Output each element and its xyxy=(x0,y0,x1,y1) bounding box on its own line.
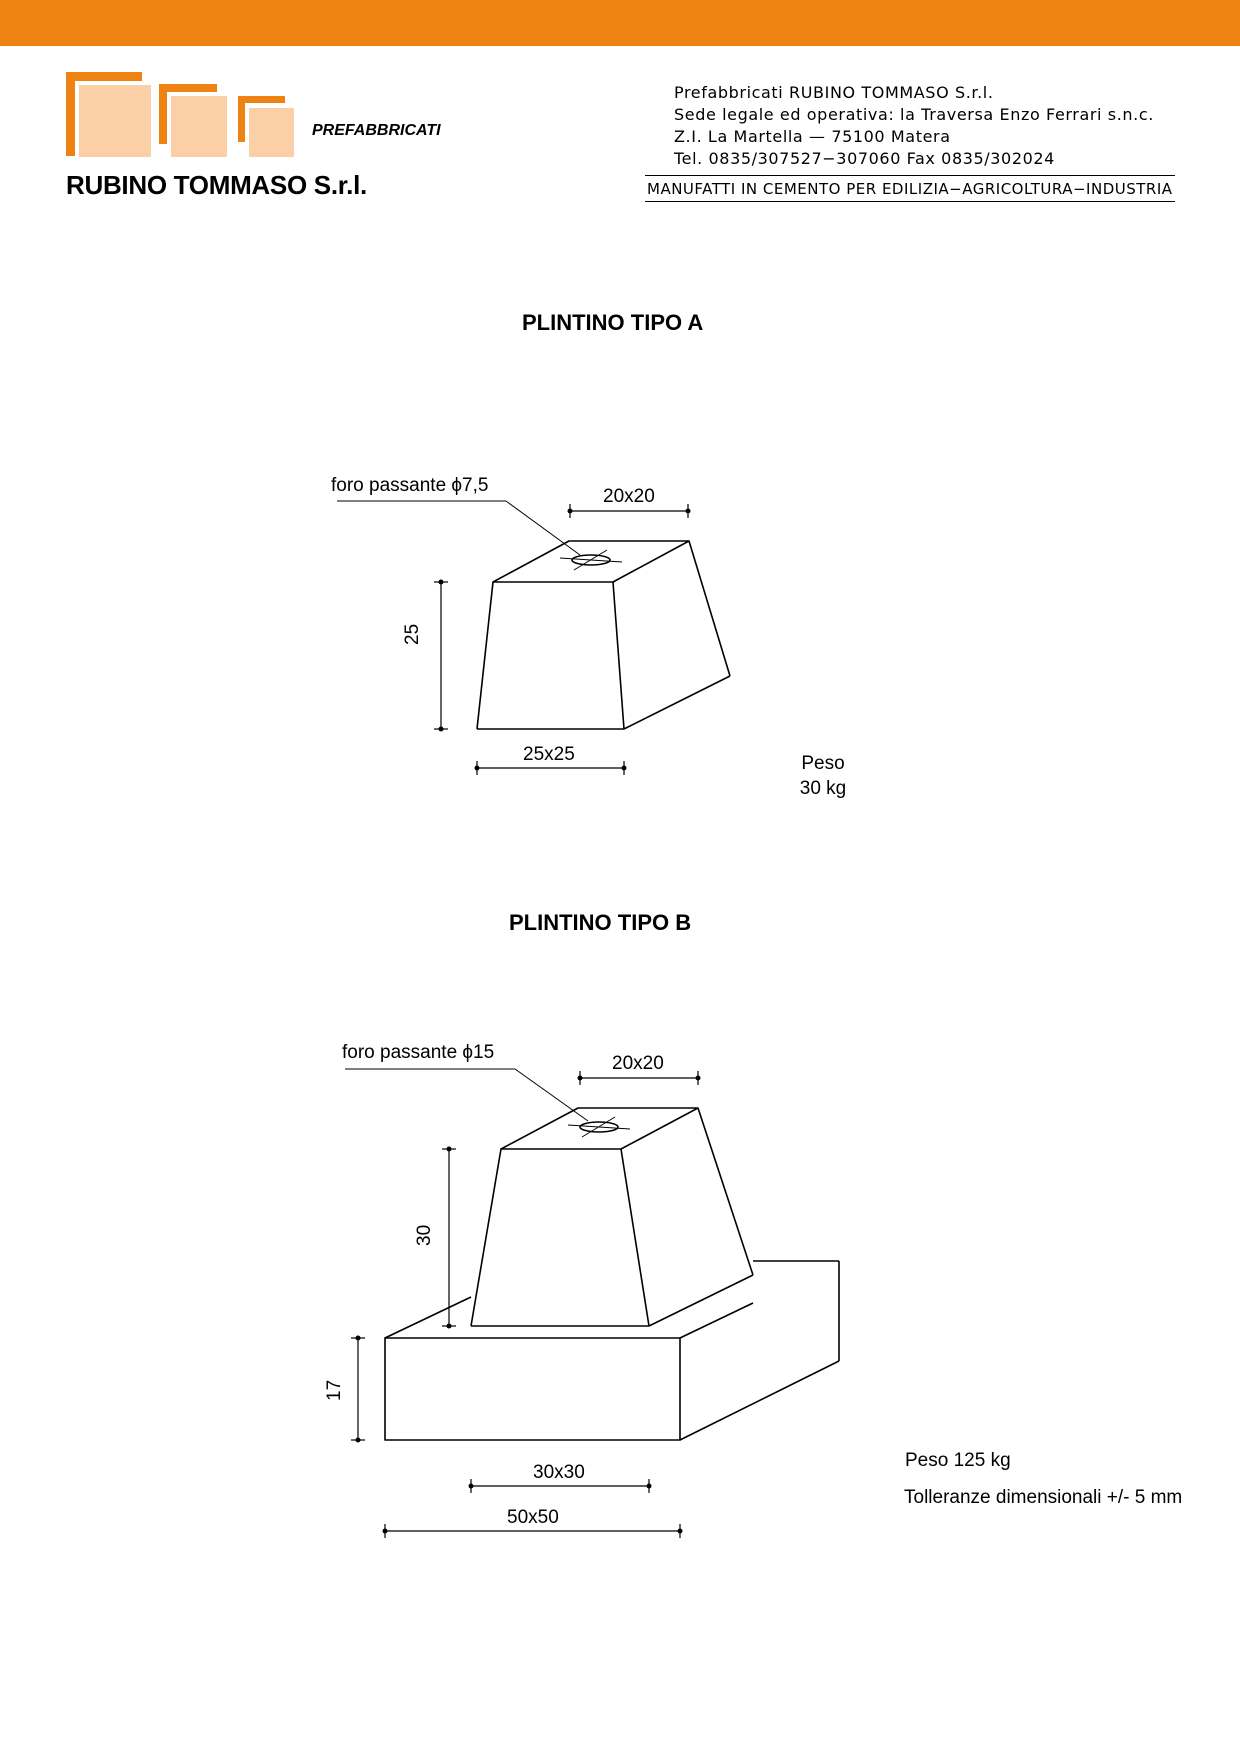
brand-subtitle: PREFABBRICATI xyxy=(312,122,441,139)
title-plintino-b: PLINTINO TIPO B xyxy=(509,910,692,935)
weight-value: 30 kg xyxy=(799,778,847,799)
plintino-a-top-dim: 20x20 xyxy=(603,486,655,507)
info-line: Sede legale ed operativa: la Traversa Enzo Ferrari s.n.c. xyxy=(674,105,1154,124)
slogan: MANUFATTI IN CEMENTO PER EDILIZIA−AGRICOLTURA−INDUSTRIA xyxy=(647,180,1173,198)
plintino-a-height-dim: 25 xyxy=(402,623,423,645)
plintino-b-hole-label: foro passante ϕ15 xyxy=(342,1042,495,1063)
plintino-b-upper-height-dim: 30 xyxy=(414,1224,435,1246)
plintino-b-base-height-dim: 17 xyxy=(324,1379,345,1401)
info-line: Tel. 0835/307527−307060 Fax 0835/302024 xyxy=(674,149,1055,168)
plintino-a-weight xyxy=(792,751,854,801)
title-plintino-a: PLINTINO TIPO A xyxy=(522,310,704,335)
weight-label: Peso xyxy=(801,753,845,774)
plintino-b-top-dim: 20x20 xyxy=(612,1053,664,1074)
info-line: Prefabbricati RUBINO TOMMASO S.r.l. xyxy=(674,83,994,102)
company-name: RUBINO TOMMASO S.r.l. xyxy=(66,170,367,200)
plintino-b-weight: Peso 125 kg xyxy=(905,1450,1011,1471)
plintino-b-mid-dim: 30x30 xyxy=(533,1462,585,1483)
plintino-b-tolerance: Tolleranze dimensionali +/- 5 mm xyxy=(904,1487,1183,1508)
plintino-b-base-dim: 50x50 xyxy=(507,1507,559,1528)
plintino-a-hole-label: foro passante ϕ7,5 xyxy=(331,475,489,496)
plintino-a-drawing xyxy=(337,501,730,775)
info-line: Z.I. La Martella — 75100 Matera xyxy=(674,127,951,146)
plintino-b-drawing xyxy=(345,1069,839,1538)
plintino-a-base-dim: 25x25 xyxy=(523,744,575,765)
